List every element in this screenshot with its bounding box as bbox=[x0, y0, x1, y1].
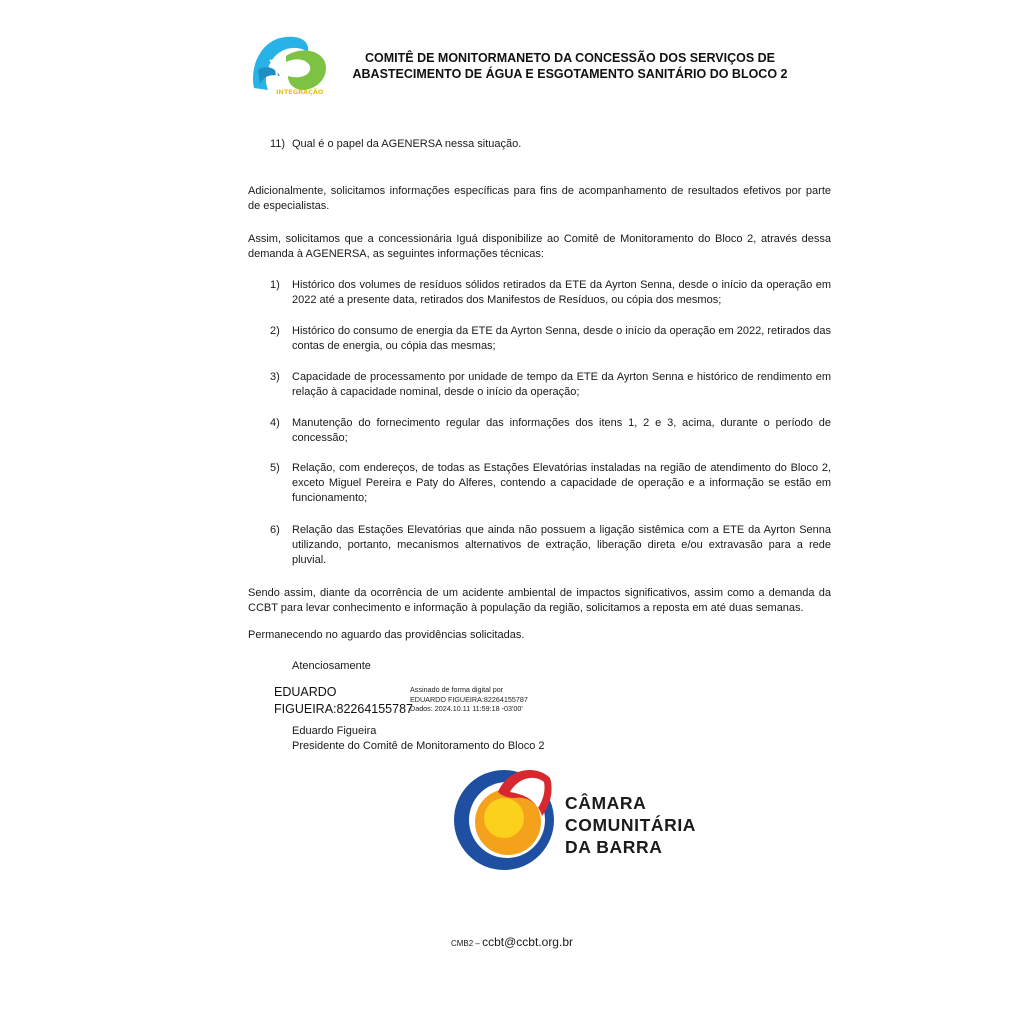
list-item-text bbox=[292, 278, 831, 308]
list-item-line: pluvial. bbox=[292, 554, 327, 566]
list-item-line: utilizando, portanto, mecanismos alternativos de extração, liberação direta e/ou extravasão para a rede bbox=[292, 539, 831, 551]
signer-name: Eduardo Figueira bbox=[292, 725, 377, 737]
list-item-line: exceto Miguel Pereira e Paty do Alferes, contendo a capacidade de operação e a informação se estão em bbox=[292, 477, 831, 489]
camara-logo-line: DA BARRA bbox=[565, 837, 663, 857]
list-item-text bbox=[292, 324, 831, 354]
signer-role: Presidente do Comitê de Monitoramento do Bloco 2 bbox=[292, 740, 545, 752]
closing-salutation: Atenciosamente bbox=[292, 660, 371, 672]
list-item-number: 3) bbox=[270, 371, 280, 383]
paragraph-request bbox=[248, 232, 831, 262]
list-item-text bbox=[292, 461, 831, 506]
list-item-line: Histórico dos volumes de resíduos sólidos retirados da ETE da Ayrton Senna, desde o início da operação em bbox=[292, 279, 831, 291]
integracao-logo bbox=[246, 30, 332, 102]
paragraph-line: de especialistas. bbox=[248, 200, 330, 212]
integracao-logo-text: INTEGRAÇÃO bbox=[276, 88, 324, 96]
camara-comunitaria-logo bbox=[452, 762, 556, 874]
list-item-line: Manutenção do fornecimento regular das informações dos itens 1, 2 e 3, acima, durante o período de bbox=[292, 417, 831, 429]
paragraph-line: Assim, solicitamos que a concessionária Iguá disponibilize ao Comitê de Monitoramento do Bloco 2, através dessa bbox=[248, 233, 831, 245]
camara-logo-line: CÂMARA bbox=[565, 793, 647, 813]
paragraph-line: Adicionalmente, solicitamos informações específicas para fins de acompanhamento de resultados efetivos por parte bbox=[248, 185, 831, 197]
paragraph-line: demanda à AGENERSA, as seguintes informações técnicas: bbox=[248, 248, 544, 260]
list-item-line: contas de energia, ou cópia das mesmas; bbox=[292, 340, 496, 352]
signer-line: EDUARDO bbox=[274, 685, 337, 699]
list-item-text: Qual é o papel da AGENERSA nessa situação. bbox=[292, 138, 522, 150]
list-item-line: relação à capacidade nominal, desde o início da operação; bbox=[292, 386, 580, 398]
paragraph-line: CCBT para levar conhecimento e informação à população da região, solicitamos a reposta em até duas semanas. bbox=[248, 602, 804, 614]
camara-logo-text bbox=[565, 792, 696, 858]
signer-line: FIGUEIRA:82264155787 bbox=[274, 702, 413, 716]
list-item-line: Relação, com endereços, de todas as Estações Elevatórias instaladas na região de atendimento do Bloco 2, bbox=[292, 462, 831, 474]
signature-detail-line: Dados: 2024.10.11 11:59:18 -03'00' bbox=[410, 704, 523, 713]
list-item-number: 4) bbox=[270, 417, 280, 429]
document-header-title bbox=[340, 50, 800, 82]
camara-logo-line: COMUNITÁRIA bbox=[565, 815, 697, 835]
signature-detail-line: Assinado de forma digital por bbox=[410, 685, 504, 694]
paragraph-line: Sendo assim, diante da ocorrência de um acidente ambiental de impactos significativos, assim como a demanda da bbox=[248, 587, 831, 599]
list-item-text bbox=[292, 523, 831, 568]
list-item-line: Relação das Estações Elevatórias que ainda não possuem a ligação sistêmica com a ETE da Ayrton Senna bbox=[292, 524, 831, 536]
list-item-number: 5) bbox=[270, 462, 280, 474]
digital-signature-details bbox=[410, 685, 528, 714]
footer-prefix: CMB2 – bbox=[450, 939, 483, 948]
list-item-line: funcionamento; bbox=[292, 492, 368, 504]
list-item-line: Histórico do consumo de energia da ETE da Ayrton Senna, desde o início da operação em 2022, retirados das bbox=[292, 325, 831, 337]
header-title-line-2: ABASTECIMENTO DE ÁGUA E ESGOTAMENTO SANITÁRIO DO BLOCO 2 bbox=[352, 67, 788, 81]
signature-detail-line: EDUARDO FIGUEIRA:82264155787 bbox=[410, 694, 528, 704]
footer-email: ccbt@ccbt.org.br bbox=[482, 935, 573, 949]
list-item-number: 1) bbox=[270, 279, 280, 291]
paragraph-additional bbox=[248, 184, 831, 214]
digital-signer-name bbox=[274, 684, 413, 718]
paragraph-awaiting: Permanecendo no aguardo das providências solicitadas. bbox=[248, 629, 525, 641]
list-item-number: 11) bbox=[270, 138, 286, 150]
list-item-line: 2022 até a presente data, retirados dos Manifestos de Resíduos, ou cópia dos mesmos; bbox=[292, 294, 722, 306]
list-item-text bbox=[292, 416, 831, 446]
list-item-text bbox=[292, 370, 831, 400]
list-item-number: 6) bbox=[270, 524, 280, 536]
header-title-line-1: COMITÊ DE MONITORMANETO DA CONCESSÃO DOS SERVIÇOS DE bbox=[365, 51, 775, 65]
paragraph-conclusion bbox=[248, 586, 831, 616]
list-item-line: concessão; bbox=[292, 432, 348, 444]
document-footer bbox=[0, 935, 1024, 949]
list-item-line: Capacidade de processamento por unidade de tempo da ETE da Ayrton Senna e histórico de rendimento em bbox=[292, 371, 831, 383]
signer-block bbox=[292, 724, 545, 754]
list-item-number: 2) bbox=[270, 325, 280, 337]
